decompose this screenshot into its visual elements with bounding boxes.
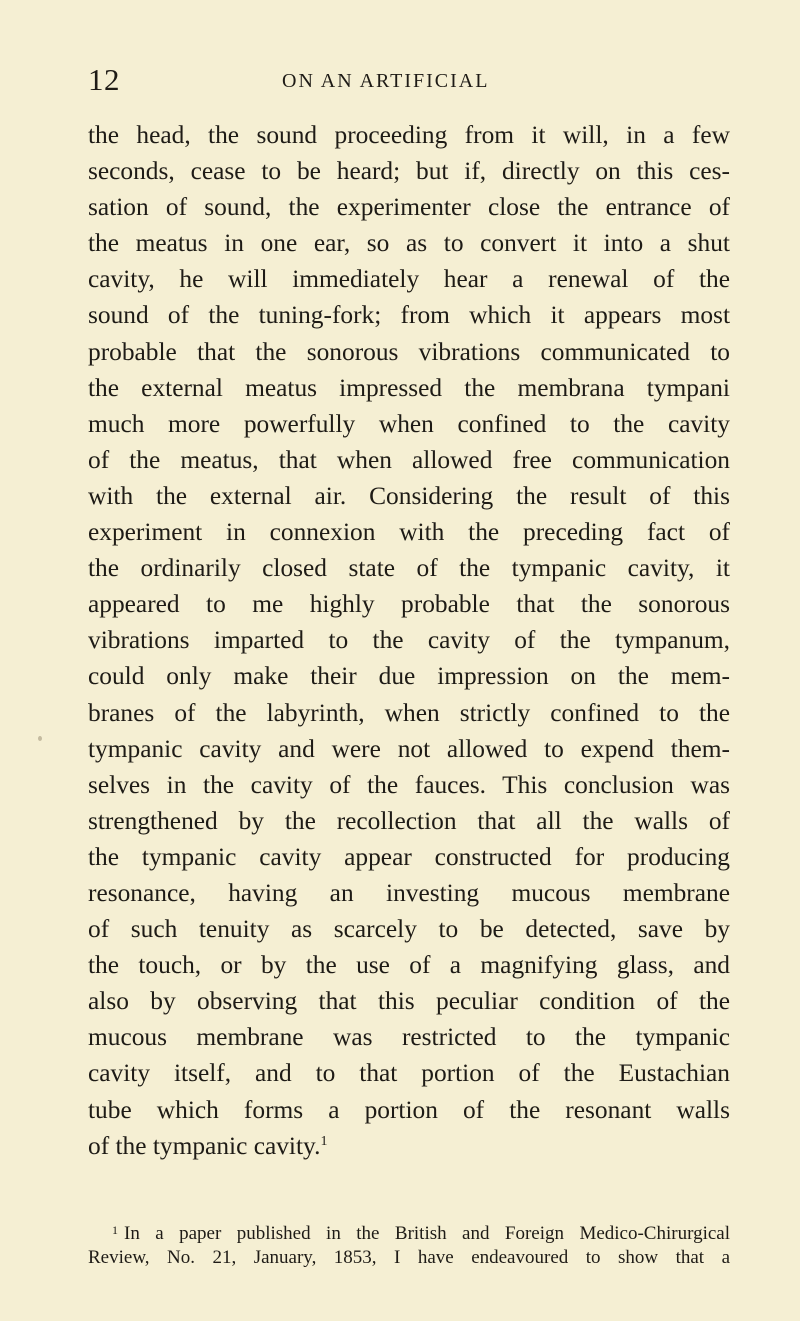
text-line: the ordinarily closed state of the tympanic cavity, it xyxy=(88,554,730,583)
text-line: experiment in connexion with the preceding fact of xyxy=(88,518,730,547)
text-line: of such tenuity as scarcely to be detected, save by xyxy=(88,915,730,944)
text-line: branes of the labyrinth, when strictly confined to the xyxy=(88,698,730,727)
last-line-text: of the tympanic cavity. xyxy=(88,1131,321,1160)
text-line: appeared to me highly probable that the sonorous xyxy=(88,590,730,619)
text-line: of the meatus, that when allowed free communication xyxy=(88,445,730,474)
footnote-reference[interactable]: 1 xyxy=(320,1133,328,1149)
running-title: ON AN ARTIFICIAL xyxy=(282,70,490,92)
text-line: selves in the cavity of the fauces. This conclusion was xyxy=(88,770,730,799)
text-line: cavity, he will immediately hear a renewal of the xyxy=(88,265,730,294)
text-line-last xyxy=(88,1128,730,1164)
text-line: sound of the tuning-fork; from which it appears most xyxy=(88,301,730,330)
text-line: with the external air. Considering the result of this xyxy=(88,481,730,510)
text-line: seconds, cease to be heard; but if, directly on this ces- xyxy=(88,157,730,186)
text-line: the meatus in one ear, so as to convert it into a shut xyxy=(88,229,730,258)
text-line: vibrations imparted to the cavity of the tympanum, xyxy=(88,626,730,655)
text-line: probable that the sonorous vibrations communicated to xyxy=(88,337,730,366)
running-head xyxy=(0,0,800,100)
footnote-line: Review, No. 21, January, 1853, I have endeavoured to show that a xyxy=(88,1247,730,1268)
text-line: the external meatus impressed the membrana tympani xyxy=(88,373,730,402)
text-line: the tympanic cavity appear constructed for producing xyxy=(88,842,730,871)
text-line: cavity itself, and to that portion of the Eustachian xyxy=(88,1059,730,1088)
text-line: the head, the sound proceeding from it will, in a few xyxy=(88,121,730,149)
text-line: mucous membrane was restricted to the tympanic xyxy=(88,1023,730,1052)
text-line: could only make their due impression on the mem- xyxy=(88,662,730,691)
body-text xyxy=(88,117,730,1164)
footnote-text: In a paper published in the British and Foreign Medico-Chirurgical xyxy=(124,1223,730,1244)
text-line: strengthened by the recollection that all the walls of xyxy=(88,806,730,835)
text-line: resonance, having an investing mucous membrane xyxy=(88,878,730,907)
footnote-marker: 1 xyxy=(112,1223,118,1237)
text-line: tube which forms a portion of the resonant walls xyxy=(88,1095,730,1124)
page-number: 12 xyxy=(88,62,120,97)
text-line: sation of sound, the experimenter close the entrance of xyxy=(88,193,730,222)
paper-blemish xyxy=(38,736,42,741)
footnote xyxy=(88,1217,730,1271)
footnote-line xyxy=(88,1217,730,1244)
text-line: much more powerfully when confined to the cavity xyxy=(88,409,730,438)
text-line: tympanic cavity and were not allowed to expend them- xyxy=(88,734,730,763)
text-line: the touch, or by the use of a magnifying glass, and xyxy=(88,951,730,980)
text-line: also by observing that this peculiar condition of the xyxy=(88,987,730,1016)
